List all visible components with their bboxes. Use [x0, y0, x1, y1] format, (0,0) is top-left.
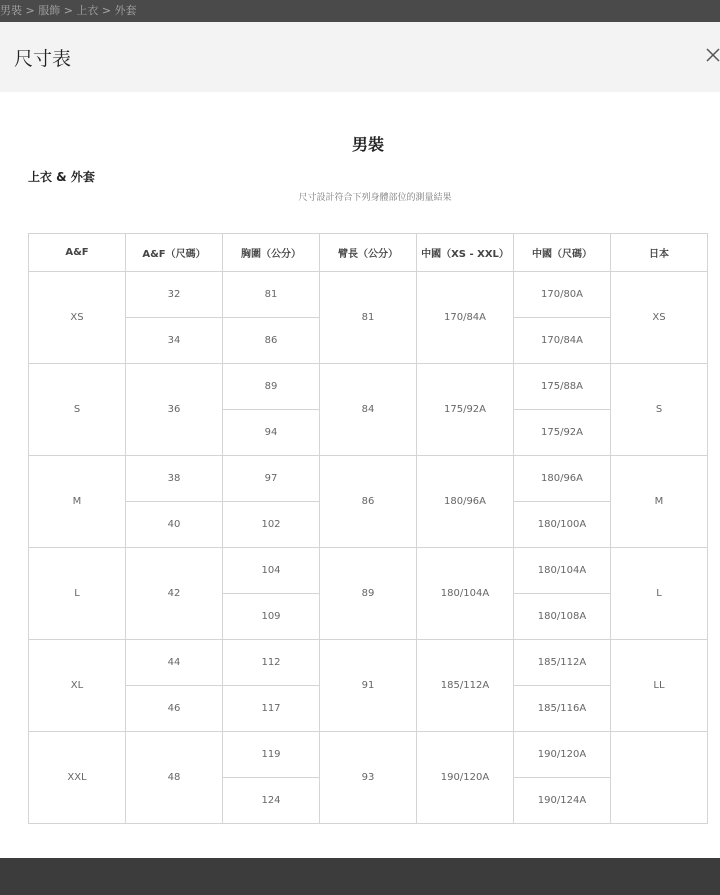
cell-japan: LL — [611, 640, 708, 732]
cell-af: L — [29, 548, 126, 640]
cell-af-size: 40 — [126, 502, 223, 548]
cell-af: M — [29, 456, 126, 548]
header-china-size: 中國（尺碼） — [514, 234, 611, 272]
cell-chest: 94 — [223, 410, 320, 456]
cell-china-range: 190/120A — [417, 732, 514, 824]
cell-af-size: 32 — [126, 272, 223, 318]
cell-chest: 97 — [223, 456, 320, 502]
cell-af: XL — [29, 640, 126, 732]
cell-sleeve: 93 — [320, 732, 417, 824]
close-icon — [700, 42, 720, 68]
cell-chest: 89 — [223, 364, 320, 410]
cell-sleeve: 86 — [320, 456, 417, 548]
table-row — [29, 548, 708, 594]
cell-china-size: 180/104A — [514, 548, 611, 594]
cell-sleeve: 91 — [320, 640, 417, 732]
header-chest: 胸圍（公分） — [223, 234, 320, 272]
table-row — [29, 732, 708, 778]
cell-china-size: 170/80A — [514, 272, 611, 318]
cell-china-range: 180/104A — [417, 548, 514, 640]
cell-china-size: 175/88A — [514, 364, 611, 410]
cell-af-size: 38 — [126, 456, 223, 502]
measurement-note: 尺寸設計符合下列身體部位的測量結果 — [298, 193, 452, 203]
breadcrumb: 男裝 > 服飾 > 上衣 > 外套 — [0, 4, 137, 17]
modal-title: 尺寸表 — [14, 48, 72, 70]
cell-china-range: 185/112A — [417, 640, 514, 732]
cell-af: XXL — [29, 732, 126, 824]
table-row — [29, 364, 708, 410]
section-title: 男裝 — [351, 135, 384, 154]
table-row — [29, 640, 708, 686]
cell-sleeve: 84 — [320, 364, 417, 456]
cell-japan: L — [611, 548, 708, 640]
cell-af: S — [29, 364, 126, 456]
size-table — [28, 233, 708, 824]
header-af: A&F — [29, 234, 126, 272]
cell-japan: XS — [611, 272, 708, 364]
page-backdrop-top — [0, 0, 720, 22]
cell-china-range: 175/92A — [417, 364, 514, 456]
cell-af-size: 42 — [126, 548, 223, 640]
cell-japan: S — [611, 364, 708, 456]
cell-japan — [611, 732, 708, 824]
cell-china-range: 170/84A — [417, 272, 514, 364]
cell-china-size: 170/84A — [514, 318, 611, 364]
cell-af-size: 48 — [126, 732, 223, 824]
page-backdrop-bottom — [0, 858, 720, 895]
cell-chest: 112 — [223, 640, 320, 686]
modal-header — [0, 22, 720, 92]
cell-chest: 81 — [223, 272, 320, 318]
cell-chest: 117 — [223, 686, 320, 732]
cell-sleeve: 81 — [320, 272, 417, 364]
cell-china-size: 190/120A — [514, 732, 611, 778]
header-japan: 日本 — [611, 234, 708, 272]
cell-af-size: 44 — [126, 640, 223, 686]
table-row — [29, 272, 708, 318]
size-chart-modal — [0, 22, 720, 858]
cell-china-size: 185/116A — [514, 686, 611, 732]
cell-af-size: 34 — [126, 318, 223, 364]
cell-af-size: 46 — [126, 686, 223, 732]
cell-chest: 104 — [223, 548, 320, 594]
cell-chest: 102 — [223, 502, 320, 548]
header-af-size: A&F（尺碼） — [126, 234, 223, 272]
cell-chest: 109 — [223, 594, 320, 640]
cell-chest: 86 — [223, 318, 320, 364]
category-title: 上衣 & 外套 — [28, 170, 95, 184]
cell-china-size: 180/100A — [514, 502, 611, 548]
cell-china-size: 180/96A — [514, 456, 611, 502]
table-header-row — [29, 234, 708, 272]
close-button[interactable] — [700, 42, 720, 68]
header-china-range: 中國（XS - XXL） — [417, 234, 514, 272]
cell-china-size: 175/92A — [514, 410, 611, 456]
cell-china-range: 180/96A — [417, 456, 514, 548]
header-sleeve: 臂長（公分） — [320, 234, 417, 272]
cell-china-size: 180/108A — [514, 594, 611, 640]
cell-sleeve: 89 — [320, 548, 417, 640]
table-row — [29, 456, 708, 502]
cell-chest: 124 — [223, 778, 320, 824]
cell-af-size: 36 — [126, 364, 223, 456]
cell-china-size: 190/124A — [514, 778, 611, 824]
cell-china-size: 185/112A — [514, 640, 611, 686]
cell-af: XS — [29, 272, 126, 364]
cell-japan: M — [611, 456, 708, 548]
cell-chest: 119 — [223, 732, 320, 778]
